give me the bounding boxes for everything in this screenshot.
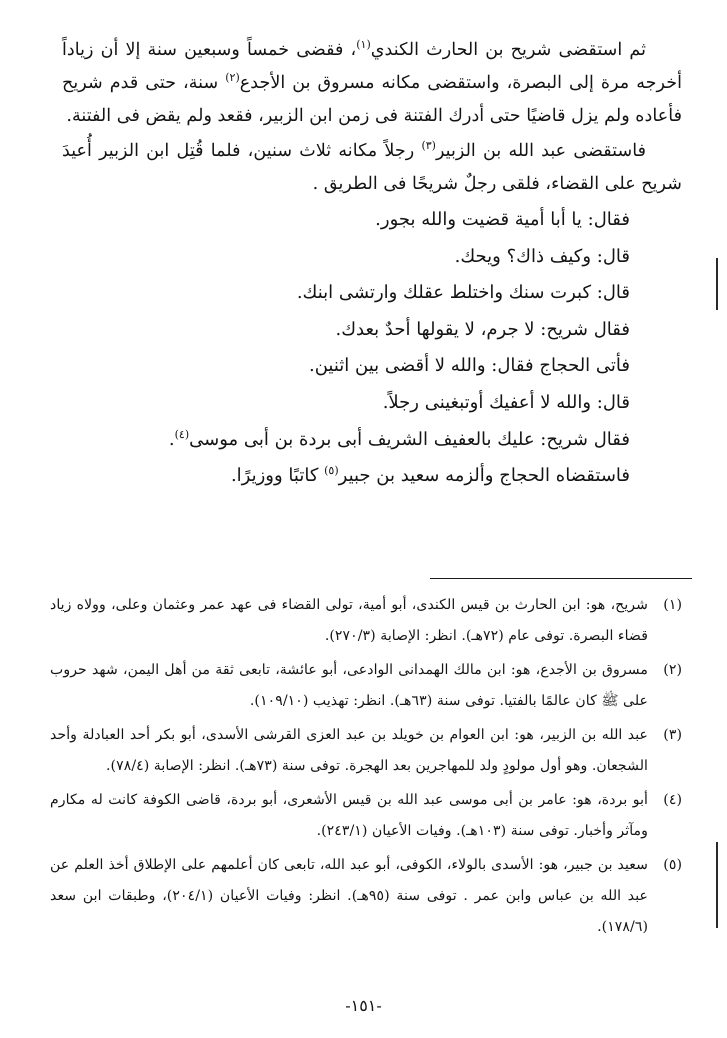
footnote-ref-3[interactable]: (٣): [421, 139, 436, 153]
ref5-text-a: فاستقضاه الحجاج وألزمه سعيد بن جبير: [338, 465, 630, 487]
footnote-4: [50, 785, 682, 847]
footnote-text: عبد الله بن الزبير، هو: ابن العوام بن خويلد بن عبد العزى القرشى الأسدى، أبو بكر أحد العبادلة وأحد الشجعان. وهو أول مولودٍ ولد للمهاجرين بعد الهجرة. توفى سنة (٧٣هـ). انظر: الإصابة (٧٨/٤).: [50, 727, 648, 774]
footnote-ref-2[interactable]: (٢): [225, 71, 240, 85]
dialogue-line: فأتى الحجاج فقال: والله لا أقضى بين اثنين.: [308, 355, 630, 377]
footnote-number: (٤): [663, 792, 682, 808]
scan-edge-mark: [716, 842, 718, 928]
ref4-text-b: .: [168, 428, 175, 450]
ref5-text-b: كاتبًا ووزيرًا.: [230, 465, 325, 487]
footnote-divider: [430, 578, 692, 579]
footnote-text: سعيد بن جبير، هو: الأسدى بالولاء، الكوفى، أبو عبد الله، تابعى كان أعلمهم على الإطلاق أخذ العلم عن عبد الله بن عباس وابن عمر . توفى سنة (٩٥هـ). انظر: وفيات الأعيان (٢٠٤/١)، وطبقات ابن سعد (١٧٨/٦).: [50, 857, 649, 935]
footnote-number: (٢): [663, 662, 682, 678]
footnote-number: (٥): [663, 857, 682, 873]
footnote-5: [50, 850, 682, 943]
p1-text-c: سنة، حتى قدم شريح فأعاده ولم يزل قاضيًا حتى أدرك الفتنة فى زمن ابن الزبير، فقعد ولم يقض فى الفتنة.: [62, 73, 682, 126]
scan-edge-mark: [716, 258, 718, 310]
footnote-3: [50, 720, 682, 782]
ref4-text-a: فقال شريح: عليك بالعفيف الشريف أبى بردة بن أبى موسى: [189, 428, 630, 450]
dialogue-line: قال: والله لا أعفيك أوتبغينى رجلاً.: [382, 391, 630, 413]
paragraph-1: [62, 34, 682, 133]
dialogue-line: فقال: يا أبا أمية قضيت والله بجور.: [375, 209, 630, 230]
footnote-text: أبو بردة، هو: عامر بن أبى موسى عبد الله بن قيس الأشعرى، أبو بردة، قاضى الكوفة كانت له مكارم ومآثر وأخبار. توفى سنة (١٠٣هـ). وفيات الأعيان (٢٤٣/١).: [50, 792, 648, 839]
footnote-text: شريح، هو: ابن الحارث بن قيس الكندى، أبو أمية، تولى القضاء فى عهد عمر وعثمان وعلى، وولاه زياد قضاء البصرة. توفى عام (٧٢هـ). انظر: الإصابة (٢٧٠/٣).: [50, 597, 648, 644]
footnote-ref-5[interactable]: (٥): [324, 464, 339, 478]
dialogue-line: قال: وكيف ذاك؟ ويحك.: [454, 245, 630, 267]
footnote-text: مسروق بن الأجدع، هو: ابن مالك الهمدانى الوادعى، أبو عائشة، تابعى ثقة من أهل اليمن، شهد حروب على ﷺ كان عالمًا بالفتيا. توفى سنة (٦٣هـ). انظر: تهذيب (١٠٩/١٠).: [50, 662, 648, 709]
footnotes: [50, 590, 682, 946]
dialogue-line: فقال شريح: لا جرم، لا يقولها أحدٌ بعدك.: [335, 318, 630, 340]
footnote-number: (١): [663, 597, 682, 613]
main-text: [62, 34, 682, 495]
p1-text-a: ثم استقضى شريح بن الحارث الكندي: [370, 40, 646, 60]
dialogue-line-ref5: [62, 458, 682, 495]
dialogue-line: قال: كبرت سنك واختلط عقلك وارتشى ابنك.: [296, 282, 630, 304]
p2-text-a: فاستقضى عبد الله بن الزبير: [435, 141, 646, 161]
dialogue: [62, 202, 682, 495]
page-number: -١٥١-: [345, 996, 382, 1015]
footnote-ref-1[interactable]: (١): [356, 38, 371, 52]
dialogue-line-ref4: [62, 422, 682, 459]
footnote-number: (٣): [663, 727, 682, 743]
paragraph-2: [62, 135, 682, 201]
footnote-2: [50, 655, 682, 717]
p1-text-b: ، فقضى خمساً وسبعين سنة إلا أن زياداً أخرجه مرة إلى البصرة، واستقضى مكانه مسروق بن الأجدع: [62, 40, 682, 93]
footnote-1: [50, 590, 682, 652]
p2-text-b: رجلاً مكانه ثلاث سنين، فلما قُتِل ابن الزبير أُعيدَ شريح على القضاء، فلقى رجلٌ شريحًا فى الطريق .: [62, 141, 682, 194]
footnote-ref-4[interactable]: (٤): [174, 427, 190, 441]
